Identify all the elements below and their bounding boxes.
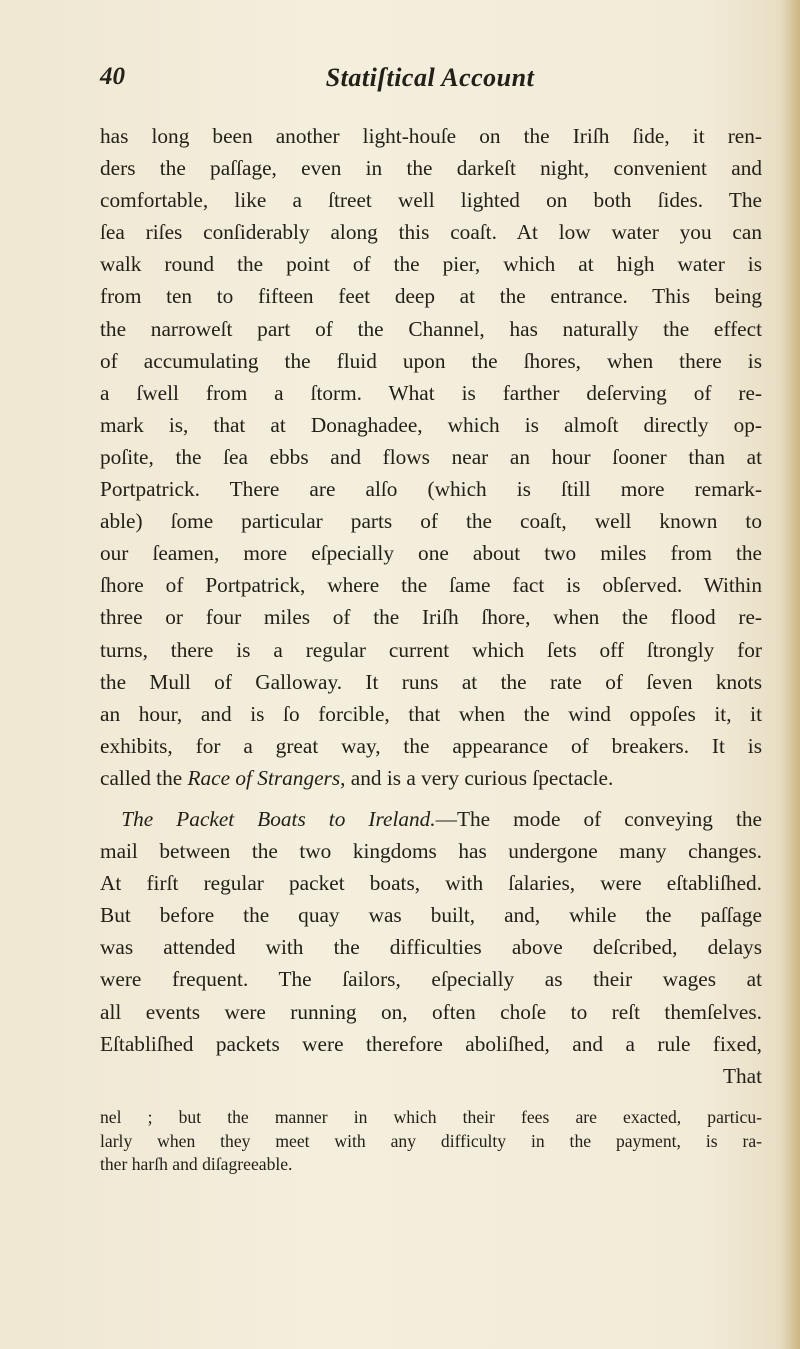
paragraph-coast-and-tides <box>100 120 762 794</box>
text-fragment: called the <box>100 765 188 790</box>
italic-name-race-of-strangers: Race of Strangers <box>187 765 341 790</box>
text-line: an hour, and is ſo forcible, that when the wind oppoſes it, it <box>100 701 762 726</box>
text-line: poſite, the ſea ebbs and flows near an hour ſooner than at <box>100 444 762 469</box>
footnote-line: ther harſh and diſagreeable. <box>100 1154 293 1174</box>
page-header <box>100 63 760 103</box>
text-line: the Mull of Galloway. It runs at the rate of ſeven knots <box>100 669 762 694</box>
text-line: was attended with the difficulties above deſcribed, delays <box>100 935 762 960</box>
page-edge-shading <box>782 0 800 1349</box>
footnote <box>100 1106 762 1177</box>
footnote-line: larly when they meet with any difficulty in the payment, is ra- <box>100 1130 762 1151</box>
text-fragment: , and is a very curious ſpectacle. <box>340 765 614 790</box>
text-line <box>100 762 762 794</box>
text-line: ders the paſſage, even in the darkeſt night, convenient and <box>100 156 762 181</box>
paragraph-spacer <box>100 794 762 803</box>
text-line: able) ſome particular parts of the coaſt, well known to <box>100 509 762 534</box>
page-number: 40 <box>100 63 125 90</box>
text-line: comfortable, like a ſtreet well lighted on both ſides. The <box>100 188 762 213</box>
text-line: walk round the point of the pier, which at high water is <box>100 252 762 277</box>
footnote-line: nel ; but the manner in which their fees are exacted, particu- <box>100 1107 762 1127</box>
text-line: our ſeamen, more eſpecially one about two miles from the <box>100 541 762 566</box>
text-line: the narroweſt part of the Channel, has naturally the effect <box>100 316 762 341</box>
main-text <box>100 120 762 1092</box>
text-line: turns, there is a regular current which ſets off ſtrongly for <box>100 637 762 662</box>
section-heading-packet-boats: The Packet Boats to Ireland. <box>121 806 436 831</box>
catchword: That <box>722 1063 762 1088</box>
text-line: mark is, that at Donaghadee, which is almoſt directly op- <box>100 412 762 437</box>
paragraph-packet-boats <box>100 803 762 1092</box>
text-line: of accumulating the fluid upon the ſhores, when there is <box>100 348 762 373</box>
text-line: ſea riſes conſiderably along this coaſt. At low water you can <box>100 220 762 245</box>
text-line <box>100 803 762 835</box>
running-title: Statiſtical Account <box>325 63 535 92</box>
text-line: has long been another light-houſe on the Iriſh ſide, it ren- <box>100 124 762 148</box>
text-fragment: —The mode of conveying the <box>435 806 762 831</box>
text-line: a ſwell from a ſtorm. What is farther deſerving of re- <box>100 380 762 405</box>
text-line: all events were running on, often choſe to reſt themſelves. <box>100 999 762 1024</box>
text-line: But before the quay was built, and, while the paſſage <box>100 903 762 928</box>
text-line: mail between the two kingdoms has undergone many changes. <box>100 839 762 864</box>
text-line: exhibits, for a great way, the appearance of breakers. It is <box>100 733 762 758</box>
text-line: Eſtabliſhed packets were therefore aboliſhed, and a rule fixed, <box>100 1031 762 1056</box>
text-line: At firſt regular packet boats, with ſalaries, were eſtabliſhed. <box>100 871 762 896</box>
text-line: were frequent. The ſailors, eſpecially as their wages at <box>100 967 762 992</box>
text-line: Portpatrick. There are alſo (which is ſtill more remark- <box>100 477 762 502</box>
text-line: three or four miles of the Iriſh ſhore, when the flood re- <box>100 605 762 630</box>
text-line: from ten to fifteen feet deep at the entrance. This being <box>100 284 762 309</box>
text-line: ſhore of Portpatrick, where the ſame fact is obſerved. Within <box>100 573 762 598</box>
